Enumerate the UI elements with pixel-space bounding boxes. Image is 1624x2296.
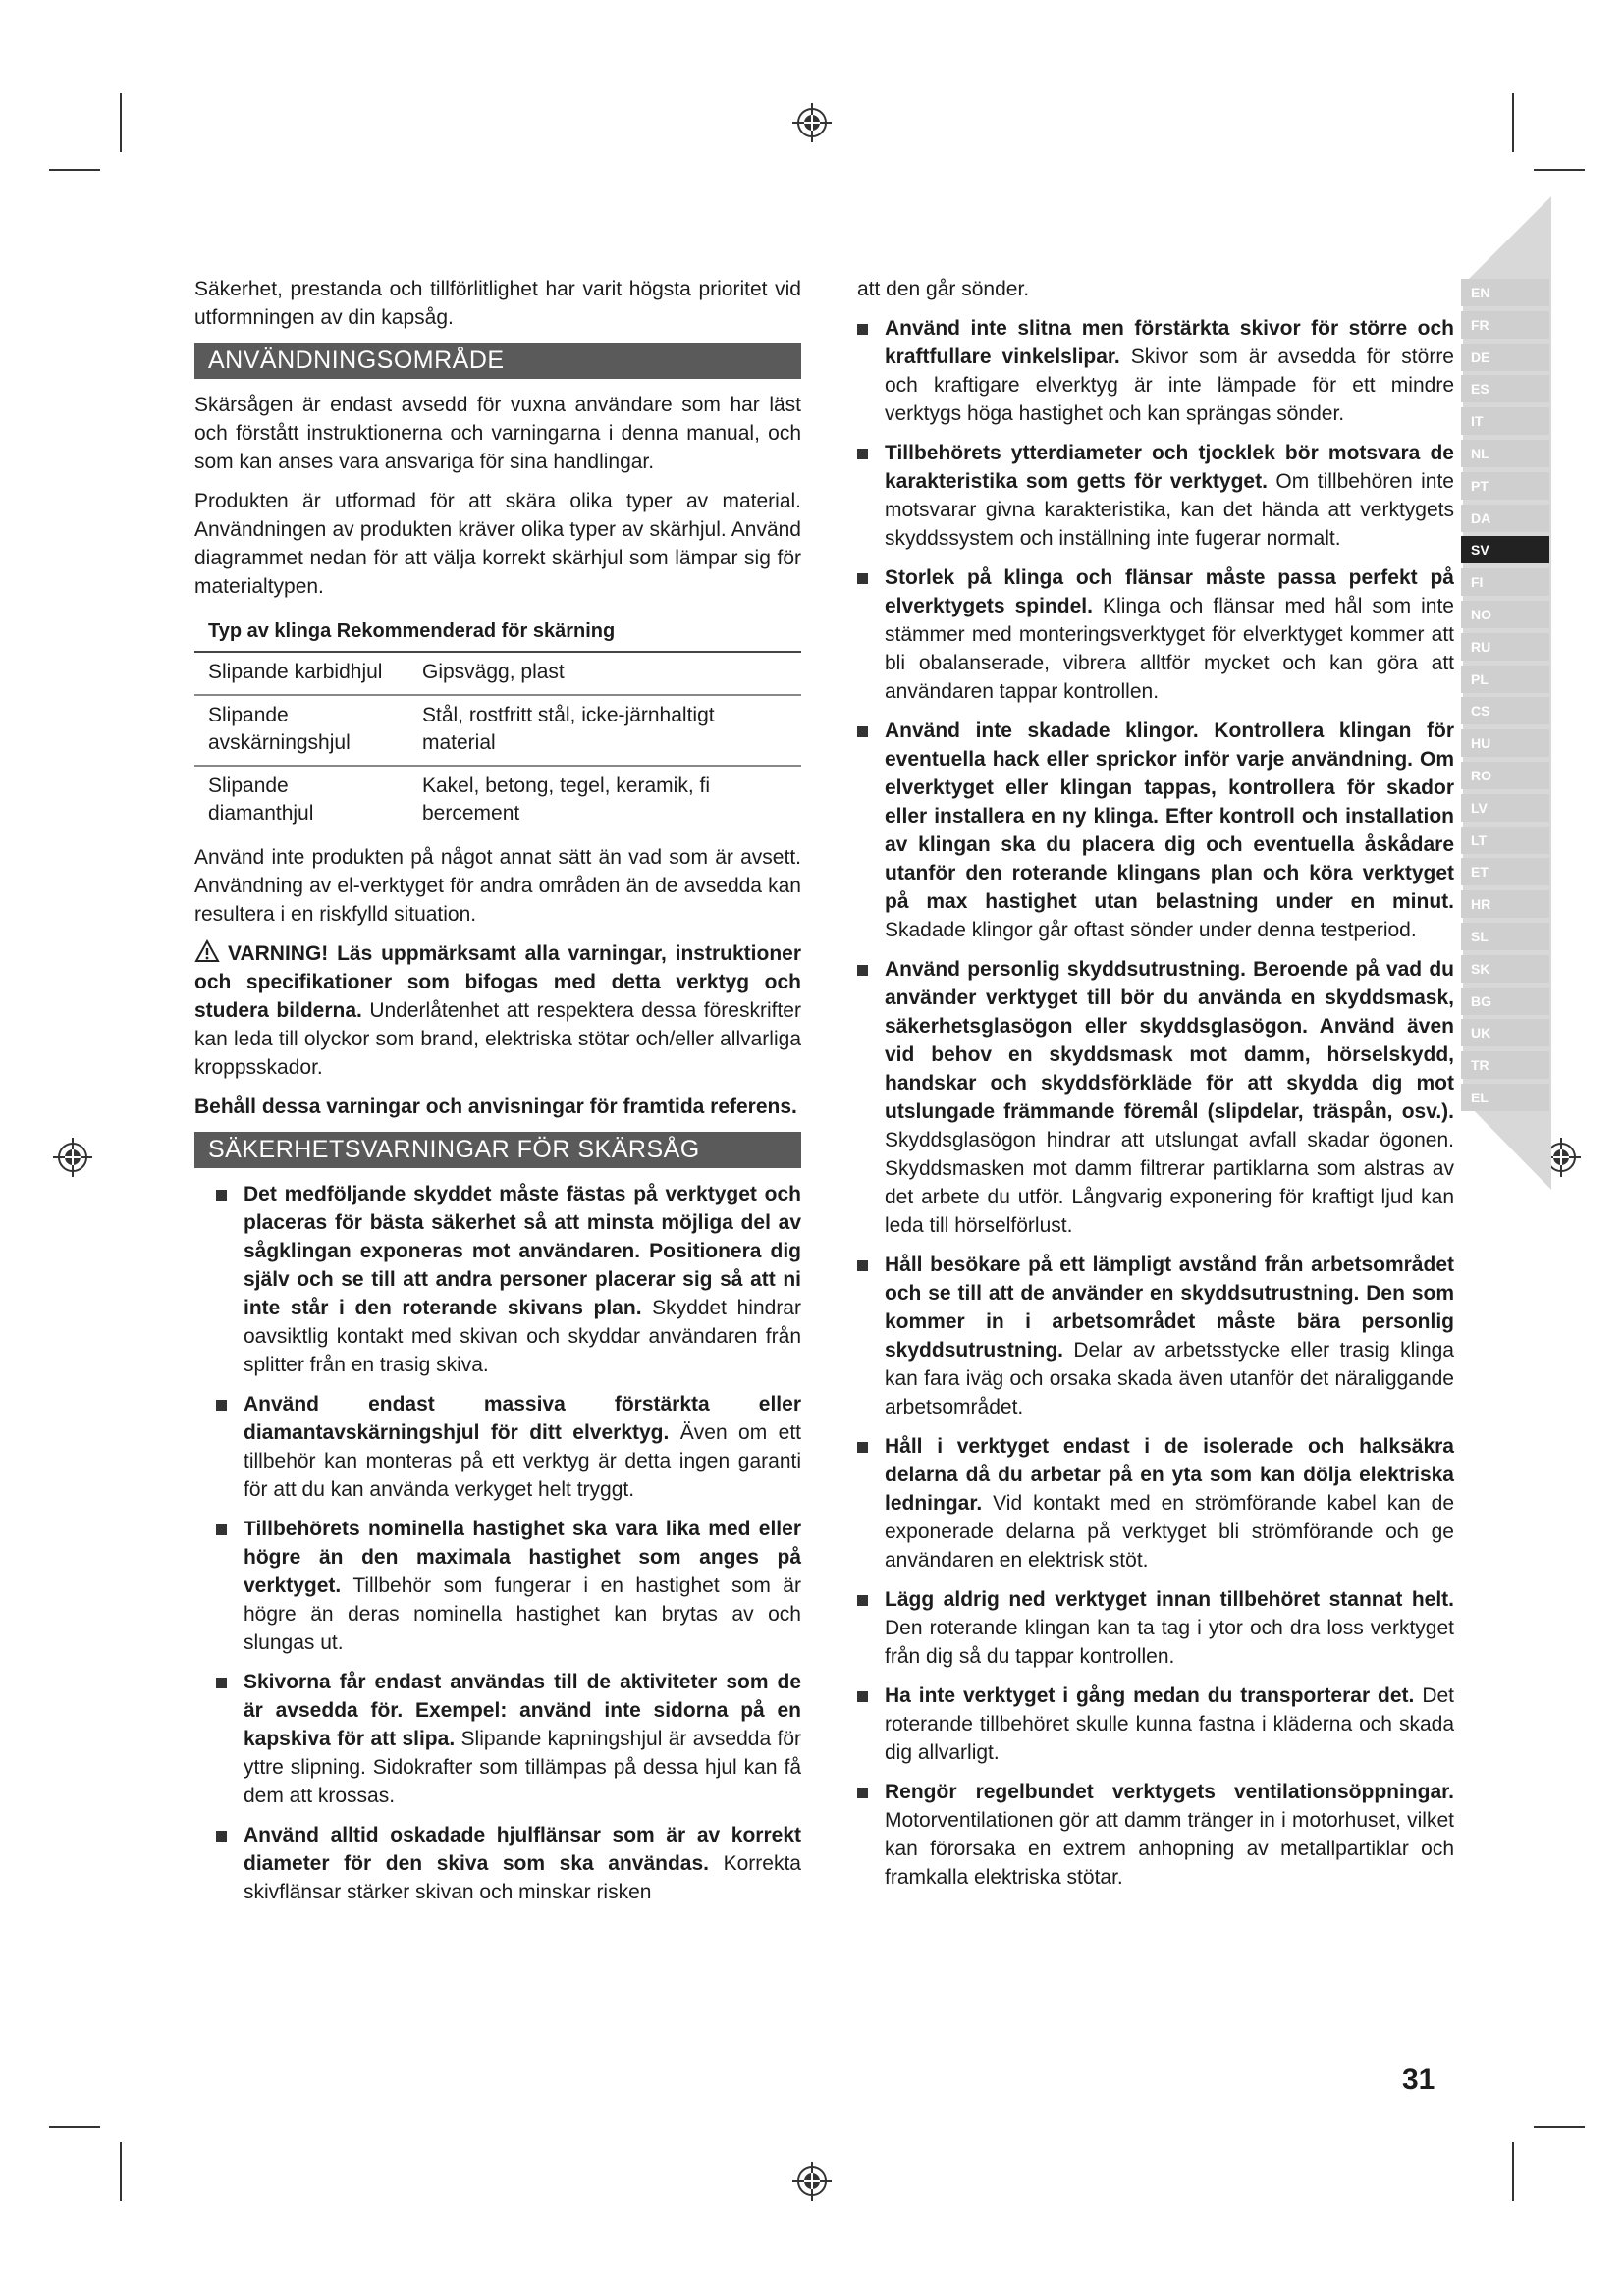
language-tab[interactable]: RO: [1461, 762, 1549, 789]
blade-table: [194, 612, 801, 835]
list-item-bold: Håll i verktyget endast i de isolerade och halksäkra delarna då du arbetar på en yta som kan dölja elektriska ledningar.: [885, 1435, 1454, 1515]
language-tab[interactable]: ET: [1461, 858, 1549, 885]
safety-list: [857, 314, 1454, 1892]
table-cell: Stål, rostfritt stål, icke-järnhaltigt material: [408, 695, 801, 766]
list-item: [857, 1585, 1454, 1671]
crop-mark: [120, 2142, 122, 2201]
list-item-text: Tillbehör som fungerar i en hastighet som är högre än deras nominella hastighet kan brytas av och slungas ut.: [244, 1575, 801, 1654]
list-item: [216, 1390, 801, 1504]
language-tab[interactable]: EL: [1461, 1084, 1549, 1111]
language-tab[interactable]: PL: [1461, 666, 1549, 693]
section-heading: ANVÄNDNINGSOMRÅDE: [194, 343, 801, 379]
right-column: [857, 275, 1454, 1902]
language-tab[interactable]: NO: [1461, 601, 1549, 628]
list-item-bold: Tillbehörets nominella hastighet ska vara lika med eller högre än den maximala hastighet som anges på verktyget.: [244, 1518, 801, 1597]
language-tab[interactable]: UK: [1461, 1019, 1549, 1046]
language-tab[interactable]: CS: [1461, 697, 1549, 724]
language-tab[interactable]: RU: [1461, 633, 1549, 661]
table-cell: Kakel, betong, tegel, keramik, fi bercement: [422, 774, 710, 825]
list-item: [857, 1432, 1454, 1575]
language-tab[interactable]: EN: [1461, 279, 1549, 306]
list-item-text: Motorventilationen gör att damm tränger in i motorhuset, vilket kan förorsaka en extrem anhopning av metallpartiklar och framkalla elektriska stötar.: [885, 1809, 1454, 1889]
list-item-text: Skivor som är avsedda för större och kraftigare elverktyg är inte lämpade för ett mindre verktygs höga hastighet och kan sprängas sönder.: [885, 346, 1454, 425]
language-tab[interactable]: HU: [1461, 729, 1549, 757]
language-tab[interactable]: LV: [1461, 794, 1549, 822]
section-heading: SÄKERHETSVARNINGAR FÖR SKÄRSÅG: [194, 1132, 801, 1168]
language-tab[interactable]: FI: [1461, 568, 1549, 596]
list-item: [857, 1682, 1454, 1767]
table-cell: Slipande karbidhjul: [194, 652, 408, 695]
list-item-text: Det roterande tillbehöret skulle kunna fastna i kläderna och skada dig allvarligt.: [885, 1684, 1454, 1764]
list-item-text: Skyddet hindrar oavsiktlig kontakt med skivan och skyddar användaren från splitter från en trasig skiva.: [244, 1297, 801, 1376]
registration-mark-icon: [51, 1136, 94, 1179]
list-item-text: Även om ett tillbehör kan monteras på ett verktyg är detta ingen garanti för att du kan använda verkyget helt tryggt.: [244, 1421, 801, 1501]
list-item: [857, 717, 1454, 944]
list-item-text: Delar av arbetsstycke eller trasig klinga kan fara iväg och orsaka skada även utanför det näraliggande arbetsområdet.: [885, 1339, 1454, 1418]
warning-bold: VARNING! Läs uppmärksamt alla varningar, instruktioner och specifikationer som bifogas med detta verktyg och studera bilderna.: [194, 942, 801, 1022]
language-tab[interactable]: SL: [1461, 923, 1549, 950]
paragraph: Skärsågen är endast avsedd för vuxna användare som har läst och förstått instruktionerna och varningarna i denna manual, och som kan anses vara ansvariga för sina handlingar.: [194, 394, 801, 473]
list-item-text: Slipande kapningshjul är avsedda för yttre slipning. Sidokrafter som tillämpas på dessa hjul kan få dem att krossas.: [244, 1728, 801, 1807]
warning-triangle-icon: [194, 939, 220, 963]
table-header: Typ av klinga Rekommenderad för skärning: [194, 612, 801, 652]
paragraph: Använd inte produkten på något annat sätt än vad som är avsett. Användning av el-verktyget för andra områden än de avsedda kan resultera i en riskfylld situation.: [194, 846, 801, 926]
list-item-text: Den roterande klingan kan ta tag i ytor och dra loss verktyget från dig så du tappar kontrollen.: [885, 1617, 1454, 1668]
list-item-bold: Använd inte skadade klingor. Kontrollera klingan för eventuella hack eller sprickor inför varje användning. Om elverktyget eller klingan tappas, kontrollera för skador eller installera en ny klinga. Efter kontroll och installation av klingan ska du placera dig och eventuella åskådare utanför den roterande klingans plan och köra verktyget på max hastighet utan belastning under en minut.: [885, 720, 1454, 913]
language-tabs: [1461, 279, 1549, 1116]
list-item-bold: Håll besökare på ett lämpligt avstånd från arbetsområdet och se till att de använder en skyddsutrustning. Den som kommer in i arbetsområdet måste bära personlig skyddsutrustning.: [885, 1254, 1454, 1362]
language-tab-active[interactable]: SV: [1461, 536, 1549, 563]
list-item: [216, 1180, 801, 1379]
list-item-text: Skyddsglasögon hindrar att utslungat avfall skadar ögonen. Skyddsmasken mot damm filtrerar partiklarna som alstras av det arbete du utför. Långvarig exponering för kraftigt ljud kan leda till hörselförlust.: [885, 1129, 1454, 1237]
language-tab[interactable]: BG: [1461, 988, 1549, 1015]
crop-mark: [49, 169, 100, 171]
table-cell: Slipande avskärningshjul: [194, 695, 408, 766]
list-item-bold: Det medföljande skyddet måste fästas på verktyget och placeras för bästa säkerhet så att minsta möjliga del av sågklingan exponeras mot användaren. Positionera dig själv och se till att andra personer placerar sig så att ni inte står i den roterande skivans plan.: [244, 1183, 801, 1319]
list-item-bold: Rengör regelbundet verktygets ventilationsöppningar.: [885, 1781, 1454, 1803]
list-item-bold: Lägg aldrig ned verktyget innan tillbehöret stannat helt.: [885, 1588, 1454, 1611]
list-item-text: Skadade klingor går oftast sönder under denna testperiod.: [885, 919, 1417, 941]
list-item-bold: Skivorna får endast användas till de aktiviteter som de är avsedda för. Exempel: använd inte sidorna på en kapskiva för att slipa.: [244, 1671, 801, 1750]
crop-mark: [1534, 169, 1585, 171]
keep-paragraph: [194, 1093, 801, 1121]
language-tab[interactable]: FR: [1461, 311, 1549, 339]
list-item: [857, 955, 1454, 1240]
table-row: [194, 766, 801, 835]
list-item: [857, 1778, 1454, 1892]
language-tab[interactable]: SK: [1461, 955, 1549, 983]
language-tab[interactable]: HR: [1461, 890, 1549, 918]
language-tab[interactable]: ES: [1461, 375, 1549, 402]
list-item-bold: Använd endast massiva förstärkta eller diamantavskärningshjul för ditt elverktyg.: [244, 1393, 801, 1444]
registration-mark-icon: [790, 2160, 834, 2203]
list-item-bold: Använd personlig skyddsutrustning. Beroende på vad du använder verktyget till bör du använda en skyddsmask, säkerhetsglasögon eller skyddsglasögon. Använd även vid behov en skyddsmask mot damm, hörselskydd, handskar och skyddsförkläde för att skydda dig mot utslungade främmande föremål (slipdelar, träspån, osv.).: [885, 958, 1454, 1123]
list-item-bold: Storlek på klinga och flänsar måste passa perfekt på elverktygets spindel.: [885, 566, 1454, 617]
table-row: [194, 652, 801, 695]
list-item: [216, 1821, 801, 1906]
list-item-text: Vid kontakt med en strömförande kabel kan de exponerade delarna på verktyget bli strömförande och ge användaren en elektrisk stöt.: [885, 1492, 1455, 1572]
list-item-bold: Använd alltid oskadade hjulflänsar som är av korrekt diameter för den skiva som ska användas.: [244, 1824, 801, 1875]
crop-mark: [1512, 2142, 1514, 2201]
list-item-bold: Ha inte verktyget i gång medan du transporterar det.: [885, 1684, 1415, 1707]
table-row: [194, 695, 801, 766]
table-cell: Gipsvägg, plast: [408, 652, 801, 695]
registration-mark-icon: [790, 101, 834, 144]
crop-mark: [1534, 2126, 1585, 2128]
language-tab[interactable]: DA: [1461, 505, 1549, 532]
list-item-bold: Tillbehörets ytterdiameter och tjocklek bör motsvara de karakteristika som getts för verktyget.: [885, 442, 1454, 493]
language-tab[interactable]: PT: [1461, 472, 1549, 500]
list-item-text: Om tillbehören inte motsvarar givna karakteristika, kan det hända att verktygets skyddssystem och inställning inte fugerar normalt.: [885, 470, 1454, 550]
list-item: [857, 1251, 1454, 1421]
list-item: [216, 1515, 801, 1657]
language-tab[interactable]: LT: [1461, 827, 1549, 854]
language-tab[interactable]: IT: [1461, 407, 1549, 435]
warning-paragraph: [194, 939, 801, 1082]
page-number: 31: [1402, 2063, 1435, 2096]
crop-mark: [120, 93, 122, 152]
crop-mark: [1512, 93, 1514, 152]
paragraph: Produkten är utformad för att skära olika typer av material. Användningen av produkten kräver olika typer av skärhjul. Använd diagrammet nedan för att välja korrekt skärhjul som lämpar sig för materialtypen.: [194, 490, 801, 598]
safety-list: [194, 1180, 801, 1906]
list-item: [857, 439, 1454, 553]
continuation-text: att den går sönder.: [857, 278, 1030, 300]
table-cell: Slipande diamanthjul: [208, 774, 314, 825]
list-item-bold: Använd inte slitna men förstärkta skivor för större och kraftfullare vinkelslipar.: [885, 317, 1454, 368]
crop-mark: [49, 2126, 100, 2128]
language-tab[interactable]: DE: [1461, 344, 1549, 371]
list-item: [857, 314, 1454, 428]
list-item-text: Korrekta skivflänsar stärker skivan och minskar risken: [244, 1852, 801, 1903]
left-column: [194, 275, 801, 1917]
list-item: [857, 563, 1454, 706]
warning-text: Underlåtenhet att respektera dessa föreskrifter kan leda till olyckor som brand, elektriska stötar och/eller allvarliga kroppsskador.: [194, 999, 801, 1079]
language-tab[interactable]: TR: [1461, 1051, 1549, 1079]
intro-paragraph: Säkerhet, prestanda och tillförlitlighet har varit högsta prioritet vid utformningen av din kapsåg.: [194, 278, 801, 329]
list-item: [216, 1668, 801, 1810]
keep-text: Behåll dessa varningar och anvisningar för framtida referens.: [194, 1095, 797, 1118]
list-item-text: Klinga och flänsar med hål som inte stämmer med monteringsverktyget för elverktyget kommer att bli obalanserade, vibrera alltför mycket och kan göra att användaren tappar kontrollen.: [885, 595, 1454, 703]
language-tab[interactable]: NL: [1461, 440, 1549, 467]
